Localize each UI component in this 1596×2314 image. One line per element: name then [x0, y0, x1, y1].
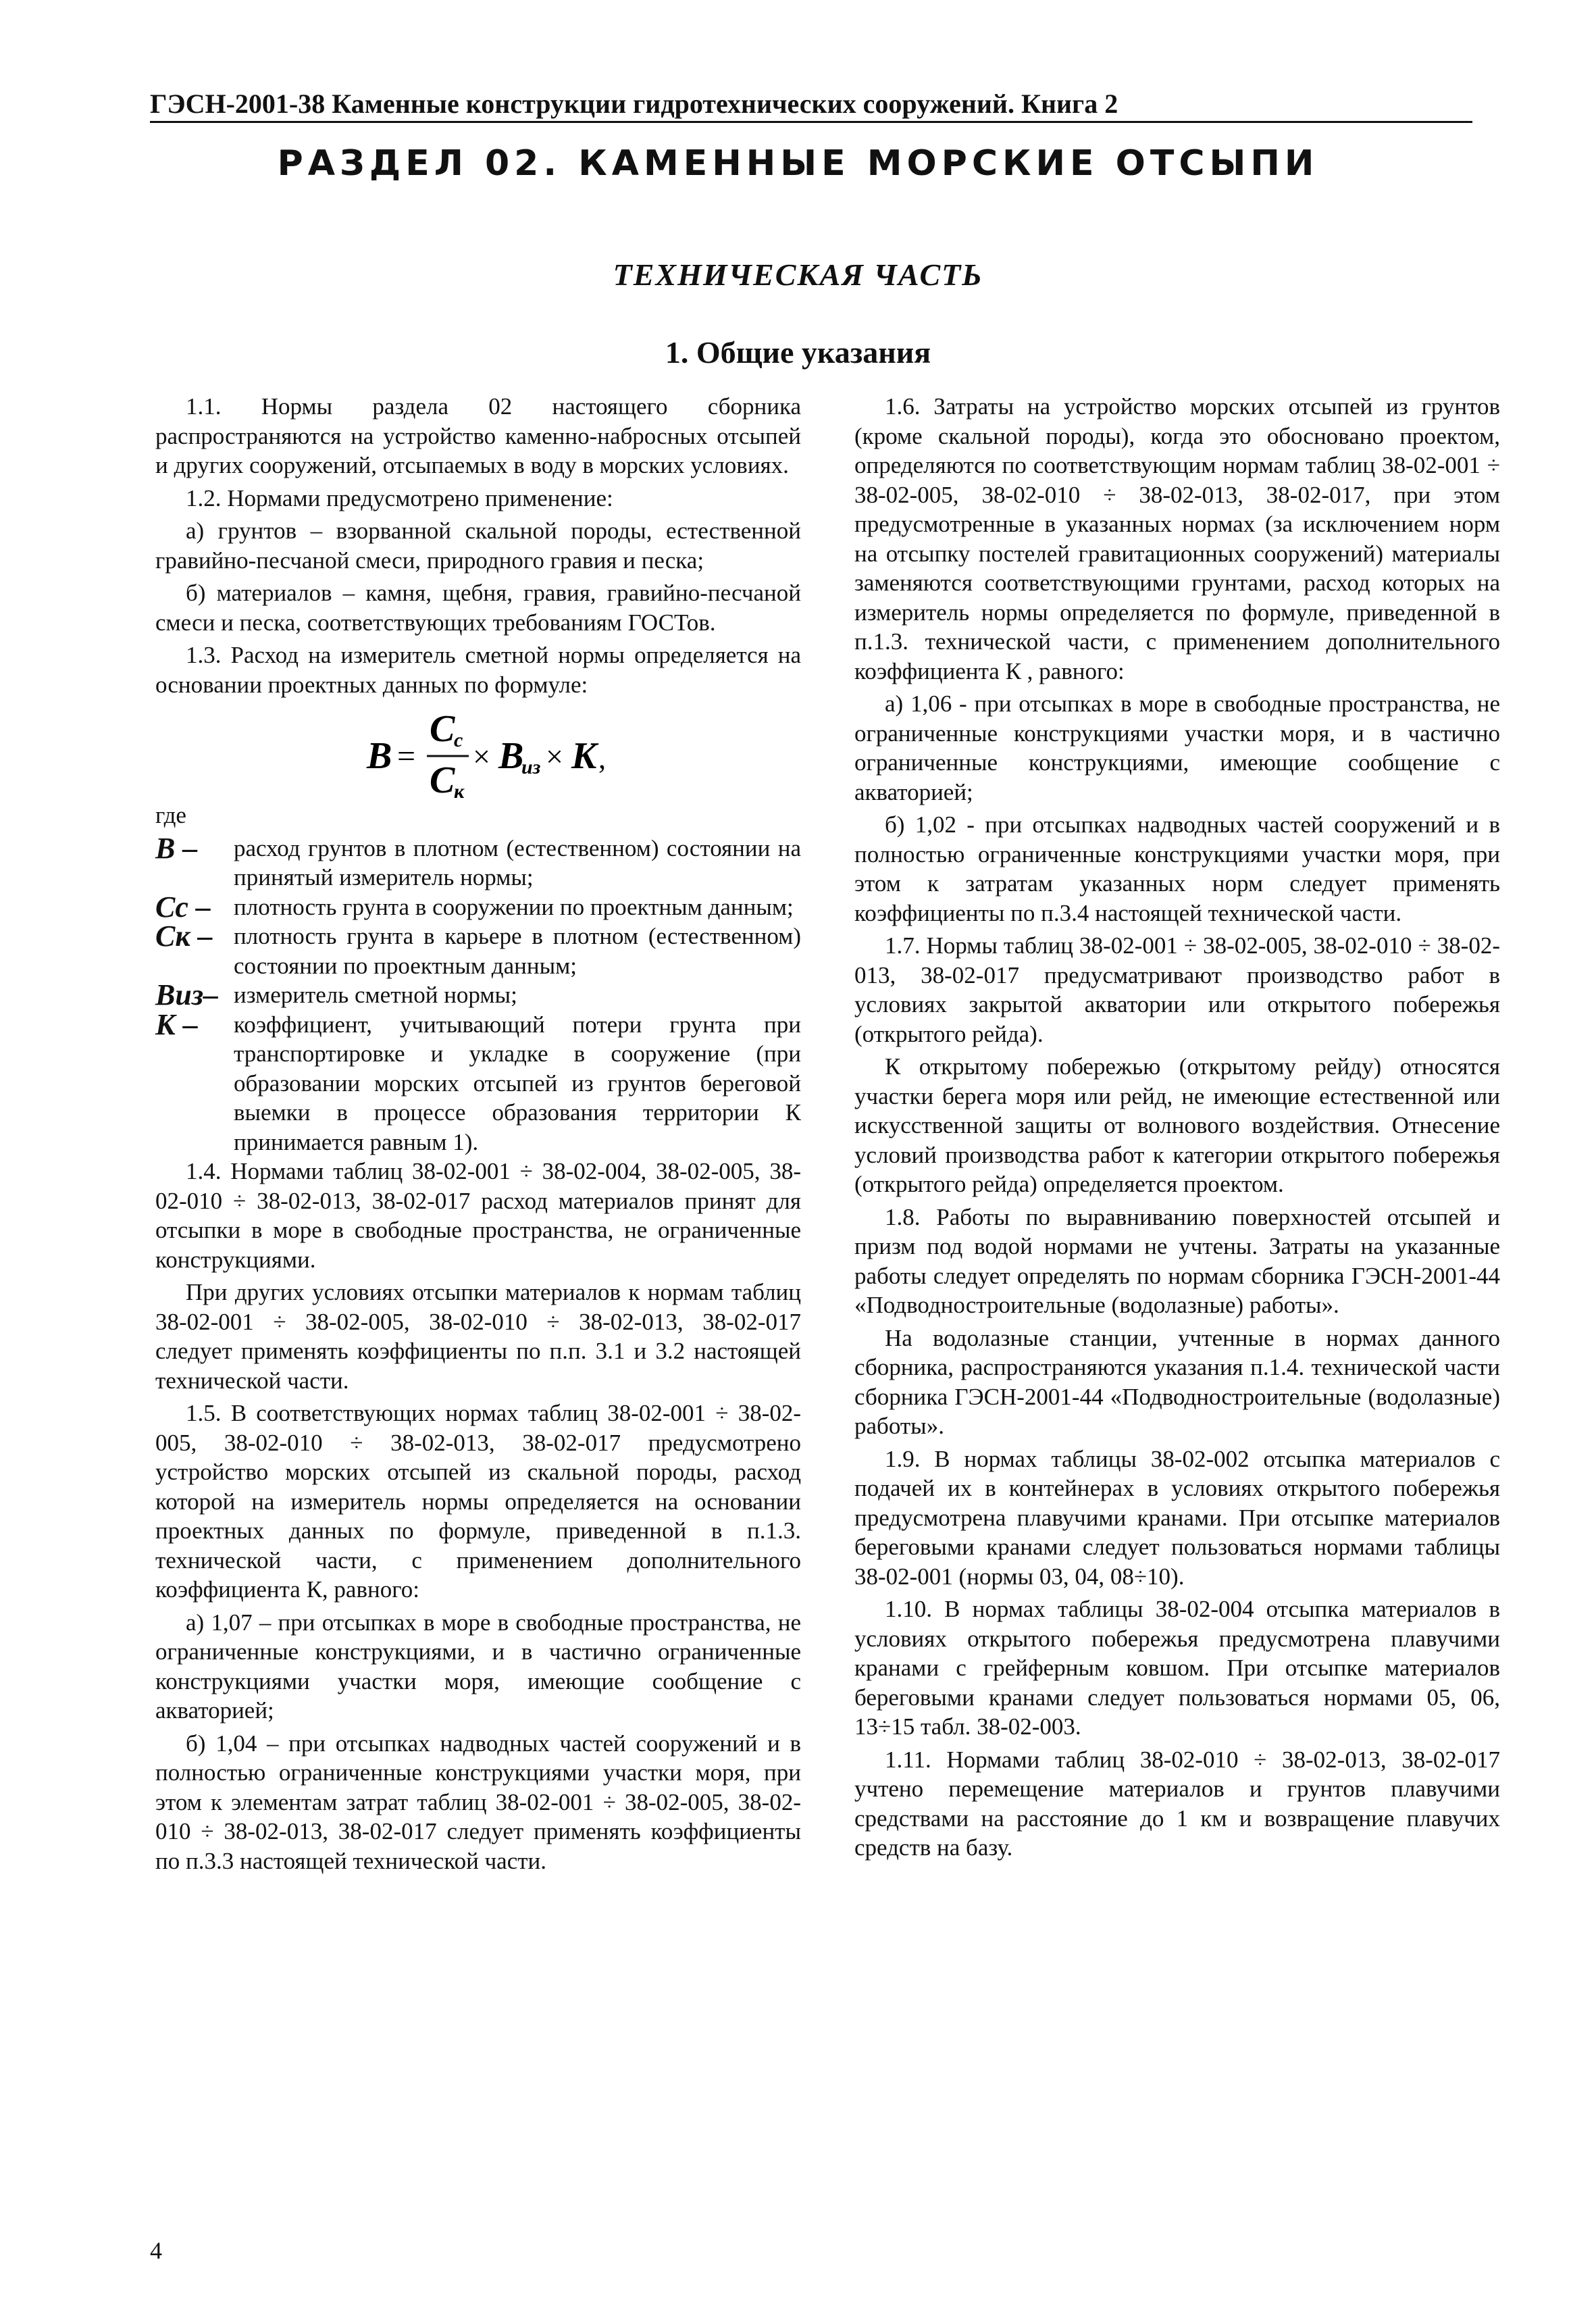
paragraph-1-6: 1.6. Затраты на устройство морских отсыпей из грунтов (кроме скальной породы), когда это обосновано проектом, определяются по соответствующим нормам таблиц 38-02-001 ÷ 38-02-005, 38-02-010 ÷ 38-02-013, 38-02-017, при этом предусмотренные в указанных нормах (за исключением норм на отсыпку постелей гравитационных сооружений) материалы заменяются соответствующими грунтами, расход которых на измеритель нормы определяется по формуле, приведенной в п.1.3. технической части, с применением дополнительного коэффициента К , равного: [854, 393, 1500, 684]
paragraph-1-3: 1.3. Расход на измеритель сметной нормы определяется на основании проектных данных по формуле: [155, 642, 801, 698]
definition-text: расход грунтов в плотном (естественном) состоянии на принятый измеритель нормы; [234, 834, 801, 890]
formula-denominator: C [430, 759, 455, 801]
formula-times-1: × [473, 739, 490, 774]
section-title: РАЗДЕЛ 02. КАМЕННЫЕ МОРСКИЕ ОТСЫПИ [277, 143, 1319, 184]
definition-row [155, 892, 801, 922]
formula-svg [303, 706, 654, 801]
running-header: ГЭСН-2001-38 Каменные конструкции гидротехнических сооружений. Книга 2 [150, 88, 1472, 123]
paragraph-1-4-b: При других условиях отсыпки материалов к нормам таблиц 38-02-001 ÷ 38-02-005, 38-02-010 ÷ 38-02-013, 38-02-017 следует применять коэффициенты по п.п. 3.1 и 3.2 настоящей технической части. [155, 1279, 801, 1394]
formula-equals: = [397, 738, 416, 774]
paragraph-1-6-b: б) 1,02 - при отсыпках надводных частей сооружений и в полностью ограниченные конструкциями участки моря, при этом к затратам указанных норм следует применять коэффициенты по п.3.4 настоящей технической части. [854, 811, 1500, 926]
technical-part-title: ТЕХНИЧЕСКАЯ ЧАСТЬ [613, 257, 983, 292]
paragraph-1-6-a: а) 1,06 - при отсыпках в море в свободные пространства, не ограниченные конструкциями участки моря, и в частично ограниченные конструкциями, имеющие сообщение с акваторией; [854, 690, 1500, 805]
paragraph-1-4: 1.4. Нормами таблиц 38-02-001 ÷ 38-02-004, 38-02-005, 38-02-010 ÷ 38-02-013, 38-02-017 расход материалов принят для отсыпки в море в свободные пространства, не ограниченные конструкциями. [155, 1158, 801, 1273]
paragraph-1-1: 1.1. Нормы раздела 02 настоящего сборника распространяются на устройство каменно-набросных отсыпей и других сооружений, отсыпаемых в воду в морских условиях. [155, 393, 801, 478]
page-number: 4 [150, 2237, 162, 2264]
formula-denominator-sub: к [454, 780, 465, 801]
definition-text: плотность грунта в карьере в плотном (естественном) состоянии по проектным данным; [234, 923, 801, 979]
paragraph-1-8-b: На водолазные станции, учтенные в нормах данного сборника, распространяются указания п.1.4. технической части сборника ГЭСН-2001-44 «Подводностроительные (водолазные) работы». [854, 1324, 1500, 1439]
paragraph-1-8: 1.8. Работы по выравниванию поверхностей отсыпей и призм под водой нормами не учтены. Затраты на указанные работы следует определять по нормам сборника ГЭСН-2001-44 «Подводностроительные (водолазные) работы». [854, 1203, 1500, 1318]
definition-symbol: Bиз– [155, 978, 218, 1011]
paragraph-1-5-a: а) 1,07 – при отсыпках в море в свободные пространства, не ограниченные конструкциями, и в частично ограниченные конструкциями участки моря, имеющие сообщение с акваторией; [155, 1609, 801, 1724]
definition-row [155, 922, 801, 980]
definition-text: измеритель сметной нормы; [234, 982, 517, 1008]
paragraph-1-11: 1.11. Нормами таблиц 38-02-010 ÷ 38-02-013, 38-02-017 учтено перемещение материалов и грунтов плавучими средствами на расстояние до 1 км и возвращение плавучих средств на базу. [854, 1746, 1500, 1861]
formula-numerator-sub: c [454, 729, 463, 751]
paragraph-1-9: 1.9. В нормах таблицы 38-02-002 отсыпка материалов с подачей их в контейнерах в условиях открытого побережья предусмотрена плавучими кранами. При отсыпке материалов береговыми кранами следует пользоваться нормами таблицы 38-02-001 (нормы 03, 04, 08÷10). [854, 1445, 1500, 1590]
where-label: где [155, 802, 186, 828]
definition-text: коэффициент, учитывающий потери грунта при транспортировке и укладке в сооружение (при образовании морских отсыпей из грунтов береговой выемки в процессе образования территории К принимается равным 1). [234, 1011, 801, 1155]
formula-lhs: B [367, 735, 392, 777]
formula-k: K [571, 735, 597, 777]
definition-row [155, 1007, 801, 1157]
definition-symbol: Cк – [155, 920, 213, 953]
paragraph-1-2-b: б) материалов – камня, щебня, гравия, гравийно-песчаной смеси и песка, соответствующих требованиям ГОСТов. [155, 580, 801, 636]
formula-numerator: C [430, 708, 455, 750]
paragraph-1-7: 1.7. Нормы таблиц 38-02-001 ÷ 38-02-005, 38-02-010 ÷ 38-02-013, 38-02-017 предусматривают производство работ в условиях закрытой акватории или открытого побережья (открытого рейда). [854, 932, 1500, 1047]
paragraph-1-2-a: а) грунтов – взорванной скальной породы, естественной гравийно-песчаной смеси, природного гравия и песка; [155, 518, 801, 574]
paragraph-1-7-b: К открытому побережью (открытому рейду) относятся участки берега моря или рейд, не имеющие естественной или искусственной защиты от волнового воздействия. Отнесение условий производства работ к категории открытого побережья (открытого рейда) определяется проектом. [854, 1053, 1500, 1197]
definition-row [155, 831, 801, 892]
right-column [854, 392, 1500, 1866]
formula-times-2: × [546, 739, 563, 774]
formula-b-sub: из [521, 756, 541, 778]
paragraph-1-2: 1.2. Нормами предусмотрено применение: [186, 484, 613, 511]
formula-b: B [498, 735, 524, 777]
definition-text: плотность грунта в сооружении по проектным данным; [234, 893, 794, 920]
paragraph-1-5: 1.5. В соответствующих нормах таблиц 38-02-001 ÷ 38-02-005, 38-02-010 ÷ 38-02-013, 38-02-017 предусмотрено устройство морских отсыпей из скальной породы, расход которой на измеритель нормы определяется на основании проектных данных по формуле, приведенной в п.1.3. технической части, с применением дополнительного коэффициента К, равного: [155, 1400, 801, 1603]
general-instructions-title: 1. Общие указания [665, 335, 931, 370]
definition-symbol: Cc – [155, 890, 211, 924]
left-column [155, 392, 801, 1879]
definitions-list [155, 831, 801, 1157]
paragraph-1-10: 1.10. В нормах таблицы 38-02-004 отсыпка материалов в условиях открытого побережья предусмотрена плавучими кранами с грейферным ковшом. При отсыпке материалов береговыми кранами следует пользоваться нормами 05, 06, 13÷15 табл. 38-02-003. [854, 1596, 1500, 1740]
paragraph-1-5-b: б) 1,04 – при отсыпках надводных частей сооружений и в полностью ограниченные конструкциями участки моря, при этом к элементам затрат таблиц 38-02-001 ÷ 38-02-005, 38-02-010 ÷ 38-02-013, 38-02-017 следует применять коэффициенты по п.3.3 настоящей технической части. [155, 1730, 801, 1874]
definition-row [155, 980, 801, 1010]
formula-tail: , [598, 742, 606, 775]
consumption-formula [155, 706, 801, 801]
definition-symbol: К – [155, 1007, 198, 1041]
definition-symbol: B – [155, 831, 198, 865]
